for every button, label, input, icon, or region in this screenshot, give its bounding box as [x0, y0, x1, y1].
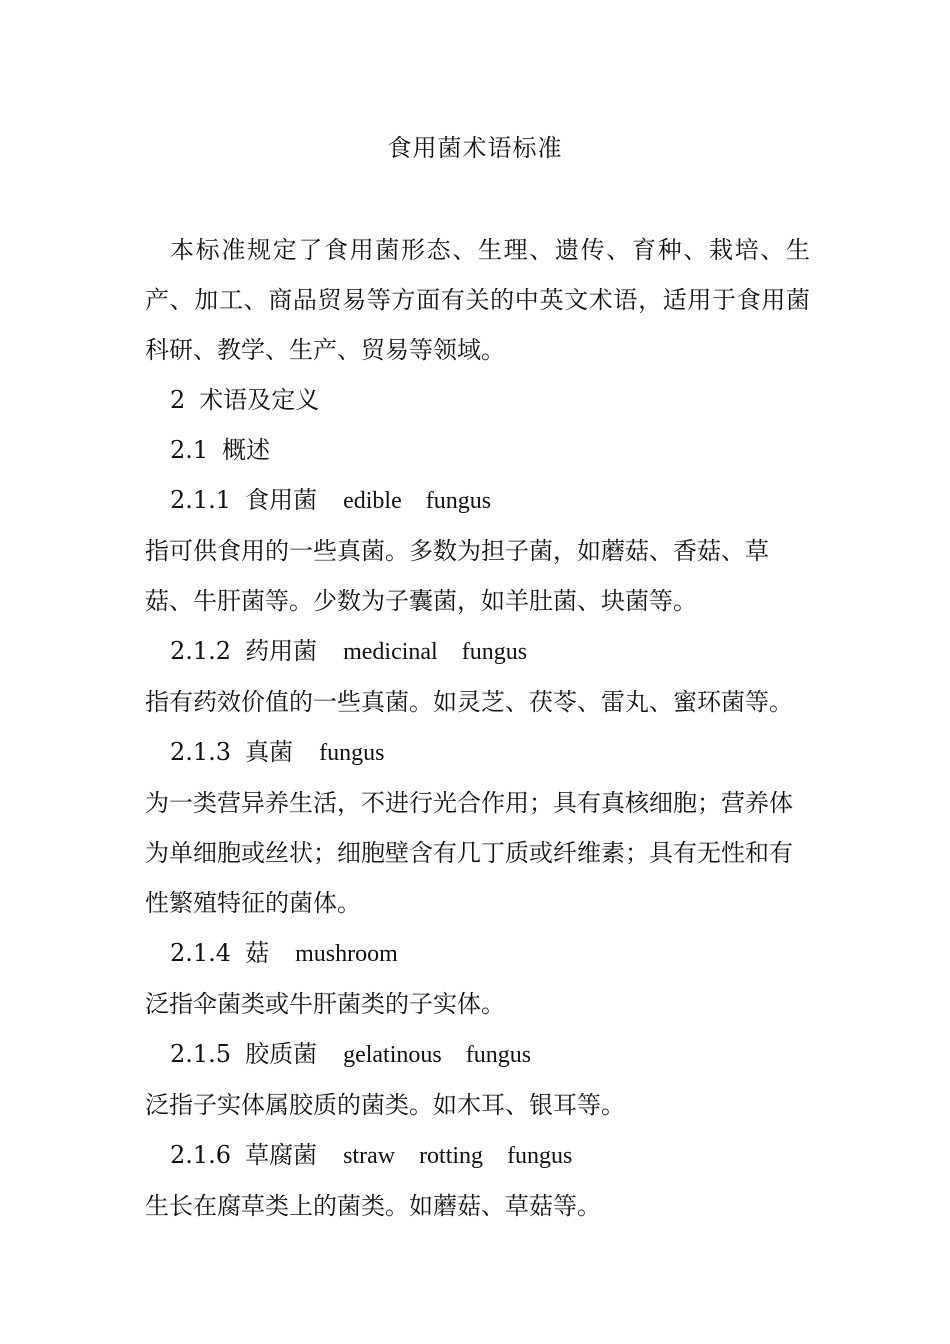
term-definition: 指有药效价值的一些真菌。如灵芝、茯苓、雷丸、蜜环菌等。 [145, 688, 793, 716]
section-number: 2 [170, 386, 186, 414]
intro-paragraph: 本标准规定了食用菌形态、生理、遗传、育种、栽培、生产、加工、商品贸易等方面有关的中英文术语，适用于食用菌科研、教学、生产、贸易等领域。 [145, 236, 810, 364]
document-title: 食用菌术语标准 [387, 134, 563, 162]
term-number: 2.1.5 [170, 1040, 232, 1068]
term-number: 2.1.3 [170, 738, 232, 766]
term-definition: 指可供食用的一些真菌。多数为担子菌，如蘑菇、香菇、草菇、牛肝菌等。少数为子囊菌，如羊肚菌、块菌等。 [145, 537, 769, 615]
term-english [295, 929, 398, 979]
subsection-heading [145, 425, 810, 475]
term-heading [145, 475, 810, 526]
term-heading [145, 626, 810, 677]
term-definition: 为一类营异养生活，不进行光合作用；具有真核细胞；营养体为单细胞或丝状；细胞壁含有几丁质或纤维素；具有无性和有性繁殖特征的菌体。 [145, 789, 793, 917]
term-english-word: gelatinous [343, 1042, 442, 1068]
term-heading [145, 1029, 810, 1080]
term-english [343, 627, 527, 677]
term-english [343, 476, 491, 526]
term-chinese: 食用菌 [245, 486, 318, 514]
term-definition: 泛指子实体属胶质的菌类。如木耳、银耳等。 [145, 1091, 625, 1119]
term-chinese: 药用菌 [245, 637, 318, 665]
term-english-word: fungus [461, 639, 528, 665]
term-english-word: rotting [419, 1143, 484, 1169]
term-heading [145, 727, 810, 778]
term-number: 2.1.4 [170, 939, 232, 967]
term-english-word: fungus [319, 740, 385, 766]
term-number: 2.1.2 [170, 637, 232, 665]
term-chinese: 胶质菌 [245, 1040, 318, 1068]
term-english-word: straw [343, 1143, 396, 1169]
term-english [343, 1131, 572, 1181]
term-english-word: fungus [465, 1042, 532, 1068]
term-english-word: mushroom [295, 941, 398, 967]
term-english-word: edible [343, 488, 402, 514]
term-english [319, 728, 384, 778]
section-title: 术语及定义 [199, 386, 320, 414]
document-body [145, 225, 810, 1231]
term-number: 2.1.6 [170, 1141, 232, 1169]
term-chinese: 真菌 [245, 738, 294, 766]
subsection-title: 概述 [222, 436, 271, 464]
term-heading [145, 928, 810, 979]
term-english-word: fungus [425, 488, 492, 514]
subsection-number: 2.1 [170, 436, 209, 464]
term-definition: 生长在腐草类上的菌类。如蘑菇、草菇等。 [145, 1192, 601, 1220]
section-heading [145, 375, 810, 425]
term-english [343, 1030, 531, 1080]
term-english-word: medicinal [343, 639, 438, 665]
term-heading [145, 1130, 810, 1181]
term-chinese: 草腐菌 [245, 1141, 318, 1169]
term-chinese: 菇 [245, 939, 270, 967]
term-definition: 泛指伞菌类或牛肝菌类的子实体。 [145, 990, 505, 1018]
term-number: 2.1.1 [170, 486, 232, 514]
term-english-word: fungus [507, 1143, 573, 1169]
